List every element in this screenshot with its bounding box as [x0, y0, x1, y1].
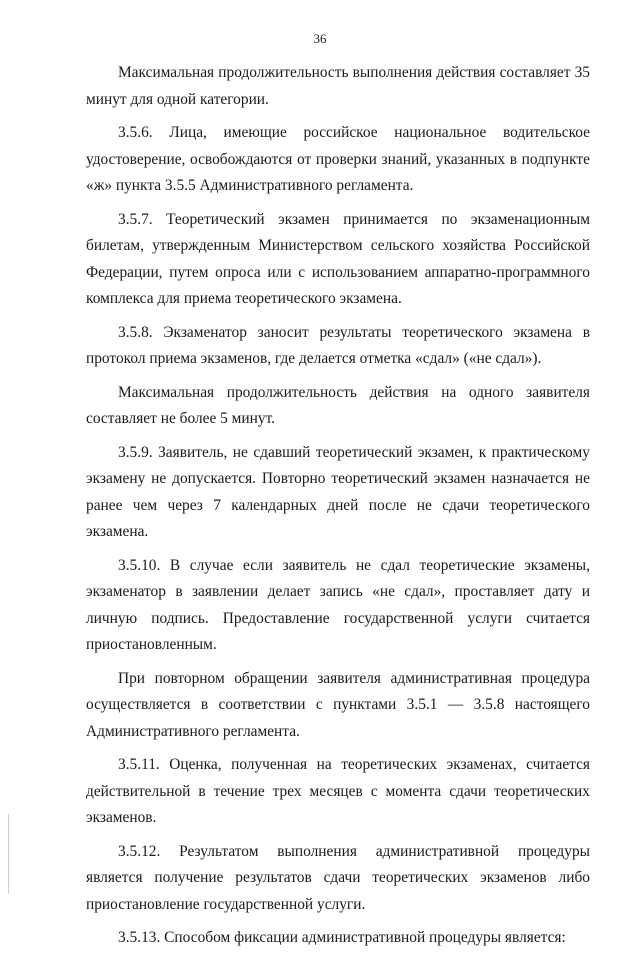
- paragraph-3-5-13: 3.5.13. Способом фиксации административной процедуры является:: [118, 929, 566, 946]
- paragraph-3-5-8: 3.5.8. Экзаменатор заносит результаты теоретического экзамена в протокол приема экзаменов, где делается отметка «сдал» («не сдал»).: [86, 323, 590, 367]
- paragraph-max-duration: Максимальная продолжительность действия на одного заявителя составляет не более 5 минут.: [86, 383, 590, 427]
- paragraph-action-duration: Максимальная продолжительность выполнения действия составляет 35 минут для одной категории.: [86, 64, 590, 108]
- paragraph-3-5-9: 3.5.9. Заявитель, не сдавший теоретический экзамен, к практическому экзамену не допускается. Повторно теоретический экзамен назначается не ранее чем через 7 календарных дней после не сдачи теоретического экзамена.: [86, 443, 590, 540]
- paragraph-3-5-12: 3.5.12. Результатом выполнения административной процедуры является получение результатов сдачи теоретических экзаменов либо приостановление государственной услуги.: [86, 842, 590, 913]
- paragraph-3-5-6: 3.5.6. Лица, имеющие российское национальное водительское удостоверение, освобождаются от проверки знаний, указанных в подпункте «ж» пункта 3.5.5 Административного регламента.: [86, 124, 590, 194]
- scan-edge-line: [8, 814, 9, 894]
- paragraph-3-5-7: 3.5.7. Теоретический экзамен принимается по экзаменационным билетам, утвержденным Министерством сельского хозяйства Российской Федерации, путем опроса или с использованием аппаратно-программного комплекса для приема теоретического экзамена.: [86, 210, 590, 307]
- paragraph-3-5-10: 3.5.10. В случае если заявитель не сдал теоретические экзамены, экзаменатор в заявлении делает запись «не сдал», проставляет дату и личную подпись. Предоставление государственной услуги считается приостановленным.: [86, 556, 590, 653]
- document-body: [86, 60, 590, 959]
- paragraph-3-5-11: 3.5.11. Оценка, полученная на теоретических экзаменах, считается действительной в течение трех месяцев с момента сдачи теоретических экзаменов.: [86, 756, 590, 826]
- paragraph-repeat-application: При повторном обращении заявителя административная процедура осуществляется в соответствии с пунктами 3.5.1 — 3.5.8 настоящего Административного регламента.: [86, 669, 590, 740]
- page-number: 36: [313, 31, 327, 46]
